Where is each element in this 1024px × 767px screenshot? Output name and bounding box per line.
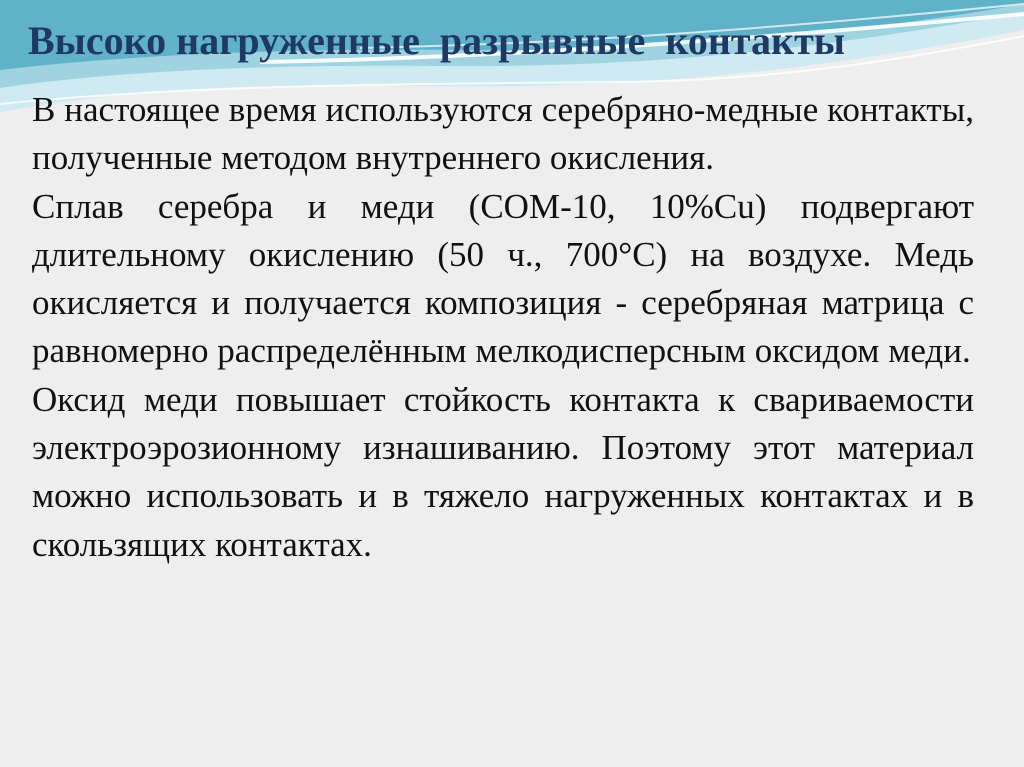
paragraph-3: Оксид меди повышает стойкость контакта к свариваемости электроэрозионному изнашиванию. Поэтому этот материал можно использовать и в тяжело нагруженных контактах и в скользящих контактах. <box>32 379 974 564</box>
slide-body <box>32 86 974 569</box>
paragraph-1: В настоящее время используются серебряно-медные контакты, полученные методом внутреннего окисления. <box>32 90 974 178</box>
paragraph-2: Сплав серебра и меди (СОМ-10, 10%Cu) подвергают длительному окислению (50 ч., 700°С) на воздухе. Медь окисляется и получается композиция - серебряная матрица с равномерно распределённым мелкодисперсным оксидом меди. <box>32 186 974 371</box>
slide-title: Высоко нагруженные разрывные контакты <box>28 18 845 63</box>
